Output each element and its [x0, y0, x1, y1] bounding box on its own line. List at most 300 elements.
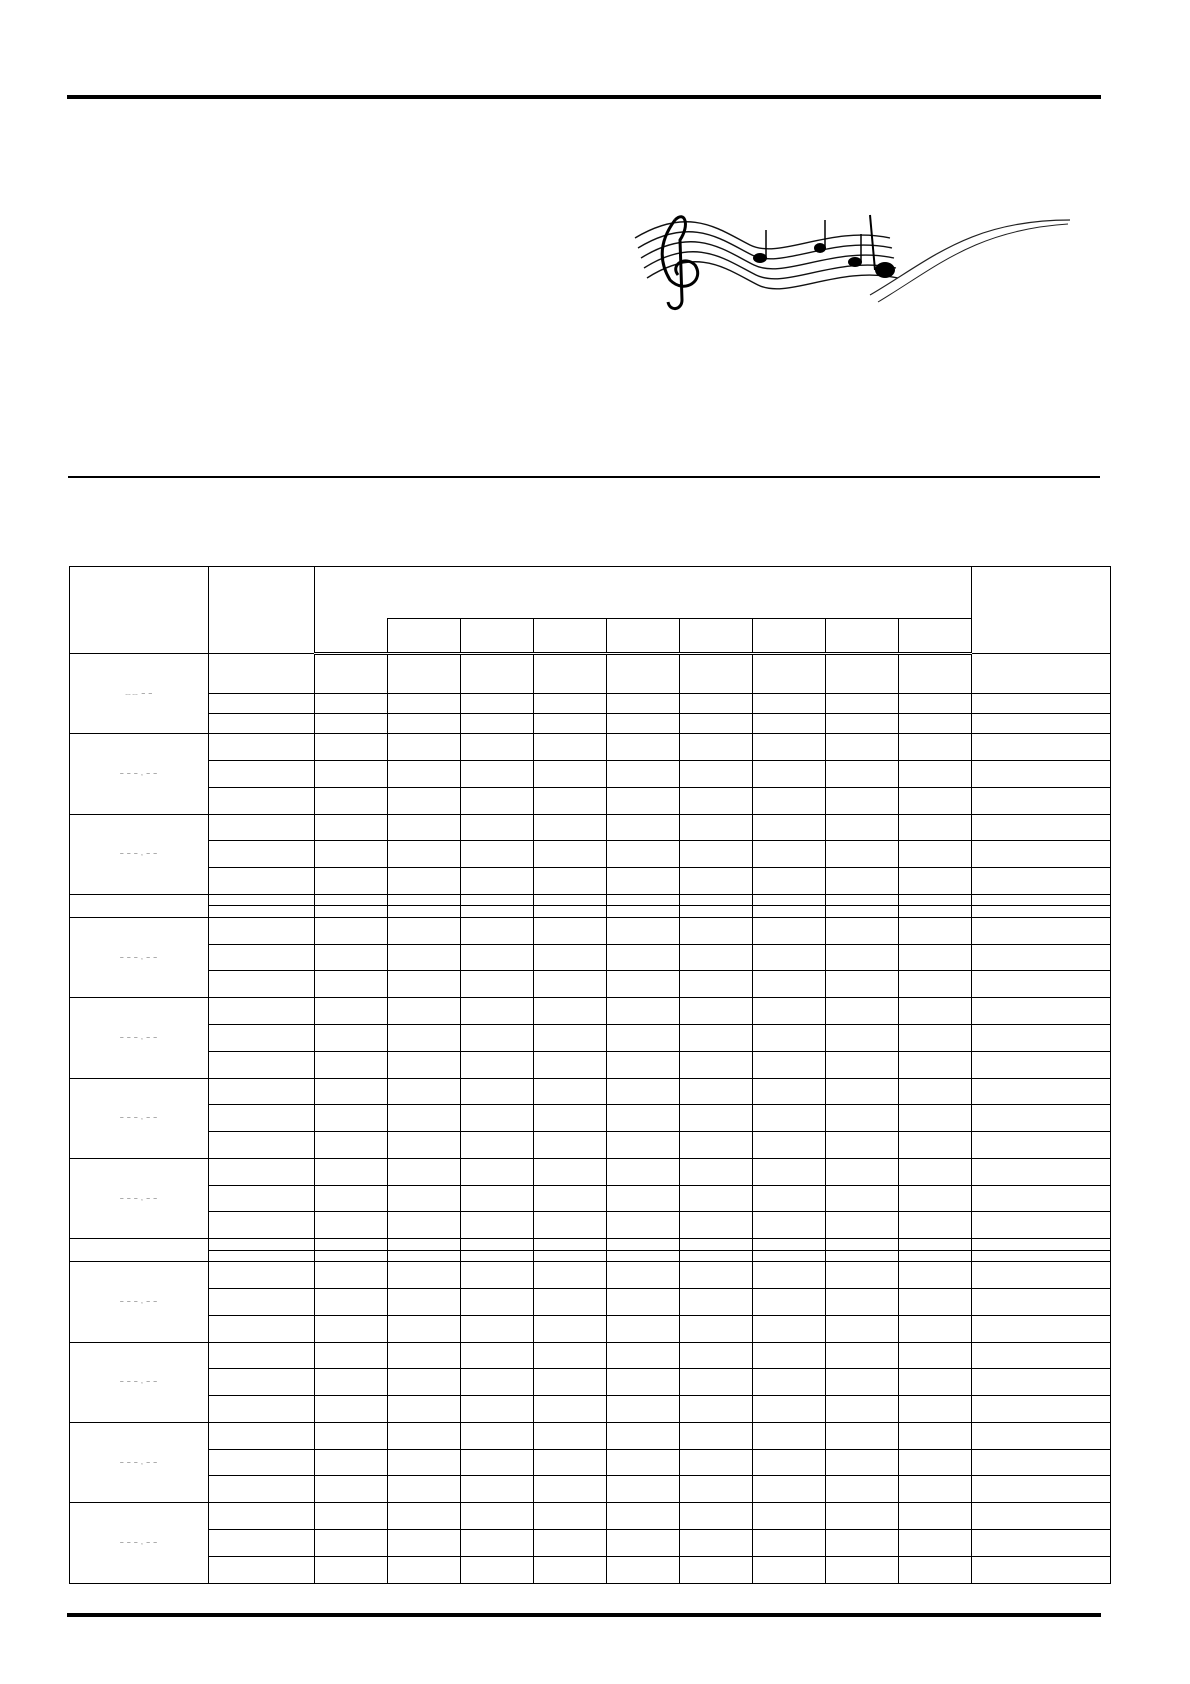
table-cell — [680, 1185, 753, 1212]
table-cell — [899, 761, 972, 788]
group-label-cell: – – – , – – — [70, 1078, 209, 1158]
table-cell — [534, 1342, 607, 1369]
table-cell — [899, 1051, 972, 1078]
table-cell — [826, 1212, 899, 1239]
table-cell — [826, 1422, 899, 1449]
table-cell — [607, 787, 680, 814]
table-cell — [209, 734, 315, 761]
table-cell — [607, 654, 680, 694]
table-cell — [826, 906, 899, 917]
table-cell — [209, 917, 315, 944]
table-cell — [315, 944, 388, 971]
table-cell — [534, 1288, 607, 1315]
table-cell — [607, 1503, 680, 1530]
table-cell — [534, 895, 607, 906]
table-cell — [826, 1262, 899, 1289]
table-cell — [899, 917, 972, 944]
table-cell — [315, 1132, 388, 1159]
table-cell — [315, 1185, 388, 1212]
table-cell — [209, 1025, 315, 1052]
table-cell — [388, 734, 461, 761]
table-cell — [680, 1556, 753, 1583]
table-cell — [461, 1158, 534, 1185]
table-cell — [680, 761, 753, 788]
table-cell — [388, 1530, 461, 1557]
table-cell — [972, 1025, 1111, 1052]
table-row — [70, 1342, 1111, 1369]
table-cell — [461, 1288, 534, 1315]
table-cell — [209, 1476, 315, 1503]
table-cell — [461, 1396, 534, 1423]
table-cell — [607, 1078, 680, 1105]
table-cell — [972, 906, 1111, 917]
table-cell — [461, 841, 534, 868]
table-cell — [315, 868, 388, 895]
table-cell — [607, 1315, 680, 1342]
header-cell-sub — [209, 567, 315, 654]
group-label-cell: – – – , – – — [70, 1262, 209, 1342]
table-cell — [461, 1422, 534, 1449]
table-cell — [680, 1212, 753, 1239]
table-cell — [388, 998, 461, 1025]
table-cell — [388, 868, 461, 895]
table-cell — [461, 1449, 534, 1476]
table-cell — [826, 654, 899, 694]
table-cell — [534, 1105, 607, 1132]
table-cell — [607, 814, 680, 841]
table-cell — [753, 1449, 826, 1476]
table-cell — [607, 1105, 680, 1132]
table-cell — [680, 1369, 753, 1396]
table-cell — [534, 998, 607, 1025]
table-cell — [534, 714, 607, 734]
table-cell — [680, 1262, 753, 1289]
table-cell — [607, 734, 680, 761]
table-cell — [388, 944, 461, 971]
table-cell — [680, 895, 753, 906]
table-cell — [209, 906, 315, 917]
table-cell — [388, 761, 461, 788]
table-cell — [899, 787, 972, 814]
subheader-cell — [680, 619, 753, 654]
table-cell — [899, 1025, 972, 1052]
table-cell — [826, 1315, 899, 1342]
table-cell — [753, 814, 826, 841]
table-row — [70, 906, 1111, 917]
table-cell — [607, 714, 680, 734]
table-cell — [607, 841, 680, 868]
table-cell — [826, 971, 899, 998]
table-cell — [899, 1369, 972, 1396]
table-cell — [753, 1342, 826, 1369]
table-cell — [899, 1288, 972, 1315]
table-cell — [972, 998, 1111, 1025]
table-cell — [680, 971, 753, 998]
table-cell — [461, 1342, 534, 1369]
table-cell — [461, 1262, 534, 1289]
table-cell — [461, 1051, 534, 1078]
table-cell — [680, 787, 753, 814]
table-cell — [209, 714, 315, 734]
table-cell — [461, 1078, 534, 1105]
table-cell — [388, 1025, 461, 1052]
table-cell — [315, 1476, 388, 1503]
table-cell — [753, 1315, 826, 1342]
table-cell — [826, 1530, 899, 1557]
table-cell — [534, 1369, 607, 1396]
table-cell — [209, 1369, 315, 1396]
table-cell — [534, 1025, 607, 1052]
table-cell — [315, 1530, 388, 1557]
table-cell — [388, 714, 461, 734]
table-cell — [972, 1051, 1111, 1078]
table-cell — [388, 1105, 461, 1132]
table-row — [70, 1078, 1111, 1105]
table-cell — [753, 1396, 826, 1423]
table-cell — [753, 1105, 826, 1132]
table-cell — [607, 1369, 680, 1396]
table-cell — [209, 1239, 315, 1250]
table-cell — [388, 787, 461, 814]
table-cell — [753, 1556, 826, 1583]
table-cell — [753, 1530, 826, 1557]
table-cell — [388, 906, 461, 917]
table-cell — [899, 1476, 972, 1503]
table-cell — [388, 814, 461, 841]
group-label-cell: …… – – — [70, 654, 209, 734]
table-cell — [972, 1449, 1111, 1476]
table-cell — [461, 1369, 534, 1396]
table-cell — [753, 1212, 826, 1239]
table-cell — [209, 654, 315, 694]
table-cell — [899, 998, 972, 1025]
table-cell — [534, 1530, 607, 1557]
table-cell — [607, 1396, 680, 1423]
table-cell — [972, 714, 1111, 734]
table-cell — [899, 895, 972, 906]
table-cell — [826, 1132, 899, 1159]
table-cell — [534, 1158, 607, 1185]
table-row — [70, 944, 1111, 971]
table-cell — [534, 917, 607, 944]
table-cell — [461, 895, 534, 906]
table-cell — [680, 1105, 753, 1132]
table-cell — [753, 1476, 826, 1503]
table-row — [70, 917, 1111, 944]
table-cell — [315, 998, 388, 1025]
group-label-cell — [70, 1239, 209, 1262]
group-label-cell: – – – , – – — [70, 1158, 209, 1238]
table-cell — [461, 998, 534, 1025]
table-cell — [461, 1105, 534, 1132]
table-cell — [534, 1262, 607, 1289]
table-cell — [388, 841, 461, 868]
table-cell — [534, 1556, 607, 1583]
table-cell — [972, 895, 1111, 906]
table-cell — [899, 1132, 972, 1159]
table-cell — [753, 1132, 826, 1159]
table-cell — [899, 1503, 972, 1530]
table-cell — [209, 895, 315, 906]
table-cell — [899, 1422, 972, 1449]
table-cell — [209, 868, 315, 895]
header-cell-group — [70, 567, 209, 654]
table-cell — [315, 1449, 388, 1476]
table-cell — [388, 1051, 461, 1078]
table-cell — [680, 734, 753, 761]
table-cell — [388, 1158, 461, 1185]
table-cell — [753, 1025, 826, 1052]
table-cell — [209, 761, 315, 788]
table-cell — [826, 814, 899, 841]
table-row — [70, 694, 1111, 714]
table-cell — [899, 868, 972, 895]
table-cell — [899, 1158, 972, 1185]
table-cell — [753, 868, 826, 895]
table-cell — [753, 654, 826, 694]
table-cell — [680, 841, 753, 868]
table-cell — [461, 1476, 534, 1503]
table-cell — [388, 654, 461, 694]
subheader-cell — [607, 619, 680, 654]
table-cell — [899, 814, 972, 841]
table-body — [70, 654, 1111, 1584]
table-cell — [388, 1449, 461, 1476]
table-cell — [680, 1051, 753, 1078]
table-cell — [826, 841, 899, 868]
table-cell — [209, 1158, 315, 1185]
table-cell — [315, 906, 388, 917]
table-cell — [388, 1288, 461, 1315]
table-row — [70, 1315, 1111, 1342]
table-cell — [461, 971, 534, 998]
table-cell — [534, 906, 607, 917]
table-cell — [534, 944, 607, 971]
table-cell — [680, 944, 753, 971]
table-cell — [534, 1132, 607, 1159]
table-cell — [680, 1078, 753, 1105]
table-cell — [826, 917, 899, 944]
table-cell — [826, 714, 899, 734]
table-cell — [209, 1078, 315, 1105]
table-cell — [607, 1158, 680, 1185]
table-cell — [972, 917, 1111, 944]
table-cell — [461, 1185, 534, 1212]
table-cell — [899, 654, 972, 694]
table-cell — [972, 1369, 1111, 1396]
table-cell — [315, 761, 388, 788]
table-row — [70, 1185, 1111, 1212]
table-cell — [753, 1051, 826, 1078]
table-cell — [607, 1530, 680, 1557]
table-cell — [315, 1158, 388, 1185]
table-cell — [209, 1503, 315, 1530]
table-cell — [680, 868, 753, 895]
table-cell — [209, 787, 315, 814]
table-cell — [607, 1262, 680, 1289]
table-cell — [388, 1212, 461, 1239]
table-row — [70, 841, 1111, 868]
table-cell — [680, 1342, 753, 1369]
table-cell — [753, 895, 826, 906]
table-cell — [972, 1288, 1111, 1315]
table-cell — [209, 841, 315, 868]
table-cell — [461, 1132, 534, 1159]
table-cell — [826, 1051, 899, 1078]
table-cell — [607, 895, 680, 906]
table-cell — [680, 1158, 753, 1185]
table-cell — [534, 694, 607, 714]
table-cell — [899, 944, 972, 971]
table-cell — [680, 1449, 753, 1476]
table-cell — [972, 1158, 1111, 1185]
table-cell — [899, 1212, 972, 1239]
table-cell — [680, 1530, 753, 1557]
table-cell — [388, 1422, 461, 1449]
table-cell — [826, 1158, 899, 1185]
table-cell — [388, 1250, 461, 1261]
table-cell — [209, 1342, 315, 1369]
table-cell — [753, 841, 826, 868]
table-cell — [607, 971, 680, 998]
table-cell — [680, 714, 753, 734]
table-cell — [315, 841, 388, 868]
group-label-cell — [70, 895, 209, 918]
table-cell — [826, 1105, 899, 1132]
table-cell — [753, 1185, 826, 1212]
table-cell — [899, 1105, 972, 1132]
table-cell — [461, 734, 534, 761]
table-cell — [826, 1025, 899, 1052]
table-cell — [899, 734, 972, 761]
table-cell — [388, 1262, 461, 1289]
bottom-rule — [67, 1613, 1101, 1617]
table-cell — [753, 917, 826, 944]
table-cell — [826, 1503, 899, 1530]
table-cell — [607, 917, 680, 944]
table-cell — [826, 1342, 899, 1369]
table-cell — [534, 761, 607, 788]
table-cell — [972, 1530, 1111, 1557]
table-cell — [534, 1315, 607, 1342]
table-cell — [388, 694, 461, 714]
table-cell — [534, 1476, 607, 1503]
table-cell — [388, 1503, 461, 1530]
middle-rule — [68, 476, 1100, 478]
group-label-cell: – – – , – – — [70, 814, 209, 894]
header-cell-last — [972, 567, 1111, 654]
table-cell — [607, 1051, 680, 1078]
table-row — [70, 998, 1111, 1025]
subheader-cell — [315, 619, 388, 654]
group-label-cell: – – – , – – — [70, 734, 209, 814]
table-cell — [680, 998, 753, 1025]
table-cell — [753, 761, 826, 788]
subheader-cell — [461, 619, 534, 654]
table-cell — [315, 814, 388, 841]
table-cell — [534, 841, 607, 868]
table-cell — [899, 1342, 972, 1369]
table-cell — [388, 917, 461, 944]
subheader-cell — [899, 619, 972, 654]
table-cell — [209, 1315, 315, 1342]
table-cell — [753, 998, 826, 1025]
table-cell — [315, 1396, 388, 1423]
subheader-cell — [753, 619, 826, 654]
table-cell — [209, 1132, 315, 1159]
table-cell — [461, 654, 534, 694]
group-label-cell: – – – , – – — [70, 998, 209, 1078]
table-cell — [607, 694, 680, 714]
table-cell — [534, 1212, 607, 1239]
table-cell — [388, 1078, 461, 1105]
table-cell — [209, 1262, 315, 1289]
table-cell — [972, 868, 1111, 895]
table-cell — [972, 971, 1111, 998]
table-cell — [826, 694, 899, 714]
table-cell — [899, 841, 972, 868]
table-cell — [534, 1503, 607, 1530]
table-row — [70, 868, 1111, 895]
table-cell — [315, 895, 388, 906]
table-row — [70, 1449, 1111, 1476]
group-label-cell: – – – , – – — [70, 1422, 209, 1502]
header-row — [70, 567, 1111, 619]
table-cell — [461, 814, 534, 841]
table-cell — [534, 971, 607, 998]
table-cell — [388, 1239, 461, 1250]
table-row — [70, 1530, 1111, 1557]
table-cell — [607, 868, 680, 895]
table-cell — [209, 1250, 315, 1261]
table-cell — [899, 1239, 972, 1250]
table-cell — [899, 1530, 972, 1557]
table-cell — [680, 1025, 753, 1052]
table-cell — [972, 814, 1111, 841]
table-cell — [461, 1315, 534, 1342]
table-row — [70, 734, 1111, 761]
group-label-cell: – – – , – – — [70, 917, 209, 997]
table-row — [70, 1212, 1111, 1239]
table-cell — [753, 1239, 826, 1250]
table-cell — [753, 787, 826, 814]
top-rule — [67, 95, 1101, 99]
table-cell — [315, 1105, 388, 1132]
table-cell — [534, 787, 607, 814]
table-cell — [209, 998, 315, 1025]
table-cell — [972, 841, 1111, 868]
table-cell — [315, 1212, 388, 1239]
table-cell — [461, 868, 534, 895]
table-cell — [607, 1250, 680, 1261]
table-cell — [972, 787, 1111, 814]
table-cell — [209, 971, 315, 998]
table-cell — [607, 1449, 680, 1476]
table-cell — [607, 1476, 680, 1503]
table-cell — [826, 998, 899, 1025]
table-cell — [899, 1185, 972, 1212]
table-cell — [315, 1422, 388, 1449]
table-cell — [899, 971, 972, 998]
table-row — [70, 1105, 1111, 1132]
table-cell — [534, 1078, 607, 1105]
table-cell — [388, 1396, 461, 1423]
table-cell — [607, 1132, 680, 1159]
table-cell — [753, 1503, 826, 1530]
table-cell — [607, 1556, 680, 1583]
table-row — [70, 1025, 1111, 1052]
table-cell — [972, 944, 1111, 971]
